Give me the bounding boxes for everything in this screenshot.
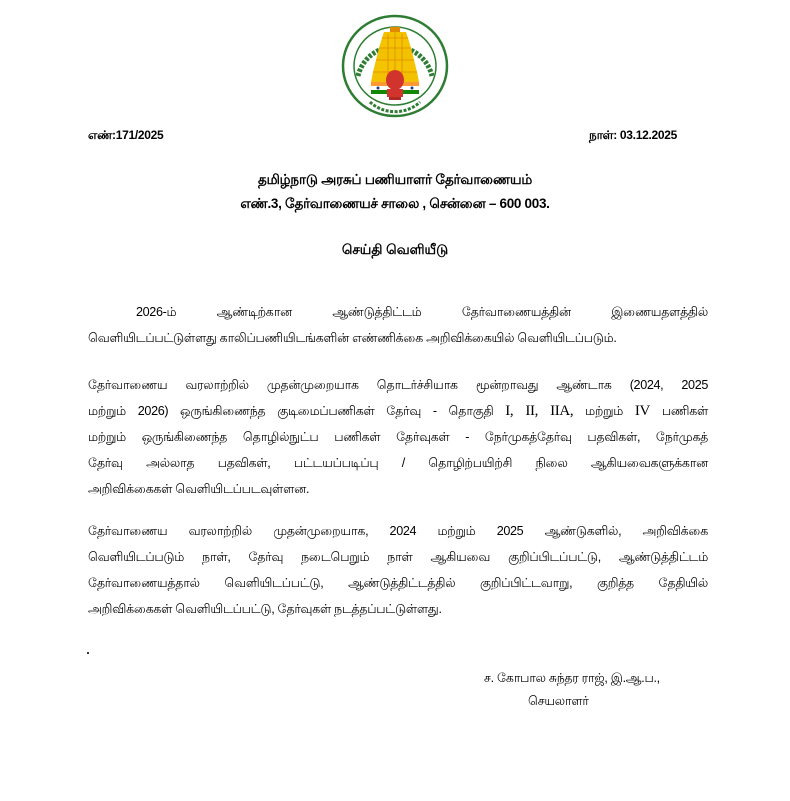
- organisation-address: எண்.3, தேர்வாணையச் சாலை , சென்னை – 600 003.: [240, 196, 550, 211]
- paragraph-line: வெளியிடப்படும் நாள், தேர்வு நடைபெறும் நாள் ஆகியவை குறிப்பிடப்பட்டு, ஆண்டுத்திட்டம்: [88, 550, 708, 564]
- paragraph-line: 2026-ம் ஆண்டிற்கான ஆண்டுத்திட்டம் தேர்வாணையத்தின் இணையதளத்தில்: [136, 305, 708, 319]
- group-numbers: I, II, IIA,: [505, 403, 574, 419]
- organisation-title: தமிழ்நாடு அரசுப் பணியாளர் தேர்வாணையம்: [258, 172, 532, 187]
- paragraph-line-groups: [88, 398, 708, 424]
- group-iv: IV: [634, 403, 651, 419]
- paragraph-line: தேர்வாணைய வரலாற்றில் முதன்முறையாக தொடர்ச்சியாக மூன்றாவது ஆண்டாக (2024, 2025: [88, 378, 708, 392]
- paragraph-line: மற்றும் ஒருங்கிணைந்த தொழில்நுட்ப பணிகள் தேர்வுகள் - நேர்முகத்தேர்வு பதவிகள், நேர்முகத்: [88, 430, 708, 444]
- posts-text: பணிகள்: [661, 404, 708, 418]
- document-date: நாள்: 03.12.2025: [589, 128, 677, 142]
- reference-number: எண்:171/2025: [88, 128, 164, 142]
- paragraph-line: தேர்வு அல்லாத பதவிகள், பட்டயப்படிப்பு / தொழிற்பயிற்சி நிலை ஆகியவைகளுக்கான: [88, 456, 708, 470]
- paragraph-line: அறிவிக்கைகள் வெளியிடப்படவுள்ளன.: [88, 482, 310, 496]
- document-title: செய்தி வெளியீடு: [341, 242, 449, 257]
- paragraph-line: தேர்வாணையத்தால் வெளியிடப்பட்டு, ஆண்டுத்திட்டத்தில் குறிப்பிட்டவாறு, குறித்த தேதியில்: [88, 576, 708, 590]
- paragraph-1: [88, 299, 708, 351]
- paragraph-line: அறிவிக்கைகள் வெளியிடப்பட்டு, தேர்வுகள் நடத்தப்பட்டுள்ளது.: [88, 602, 442, 616]
- tnpsc-emblem-logo: [340, 14, 450, 118]
- signatory-designation: செயலாளர்: [528, 694, 589, 708]
- and-text: மற்றும்: [585, 404, 624, 418]
- paragraph-line: வெளியிடப்பட்டுள்ளது காலிப்பணியிடங்களின் எண்ணிக்கை அறிவிக்கையில் வெளியிடப்படும்.: [88, 331, 617, 345]
- stray-dot-mark: [87, 652, 89, 654]
- paragraph-line: தேர்வாணைய வரலாற்றில் முதன்முறையாக, 2024 மற்றும் 2025 ஆண்டுகளில், அறிவிக்கை: [88, 524, 708, 538]
- paragraph-text: மற்றும் 2026) ஒருங்கிணைந்த குடிமைப்பணிகள் தேர்வு - தொகுதி: [88, 404, 494, 418]
- emblem-icon: [340, 14, 450, 118]
- signatory-name: ச. கோபால சுந்தர ராஜ், இ.ஆ.ப.,: [484, 671, 660, 685]
- paragraph-3: [88, 518, 708, 622]
- paragraph-2: [88, 372, 708, 502]
